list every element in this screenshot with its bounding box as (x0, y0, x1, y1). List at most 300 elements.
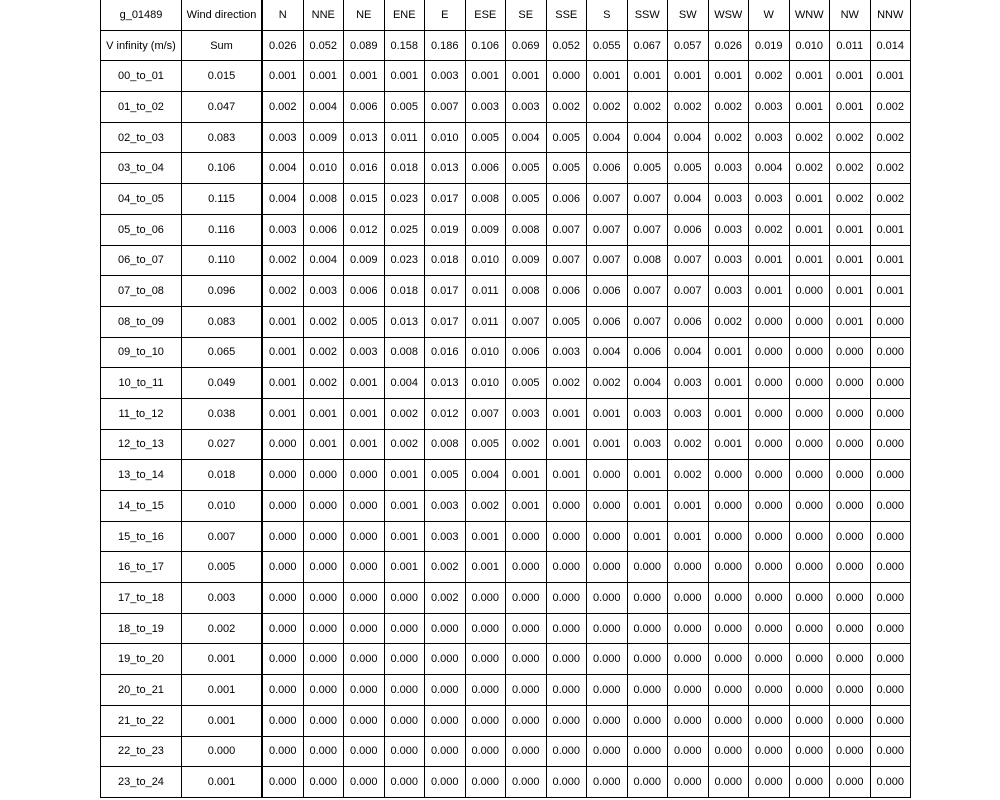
frequency-cell: 0.019 (425, 214, 466, 245)
frequency-cell: 0.005 (668, 153, 709, 184)
speed-range-cell: 01_to_02 (101, 92, 182, 123)
frequency-cell: 0.002 (749, 214, 790, 245)
frequency-cell: 0.000 (789, 398, 830, 429)
frequency-cell: 0.008 (303, 184, 344, 215)
frequency-cell: 0.000 (303, 521, 344, 552)
frequency-cell: 0.007 (425, 92, 466, 123)
frequency-cell: 0.001 (262, 306, 303, 337)
frequency-cell: 0.000 (262, 429, 303, 460)
frequency-cell: 0.001 (384, 61, 425, 92)
frequency-cell: 0.003 (303, 276, 344, 307)
frequency-cell: 0.005 (465, 122, 506, 153)
direction-header: NE (344, 0, 385, 30)
frequency-cell: 0.002 (425, 552, 466, 583)
frequency-cell: 0.002 (303, 337, 344, 368)
frequency-cell: 0.007 (587, 184, 628, 215)
frequency-cell: 0.000 (789, 337, 830, 368)
frequency-cell: 0.000 (546, 61, 587, 92)
frequency-cell: 0.000 (708, 491, 749, 522)
frequency-cell: 0.001 (587, 429, 628, 460)
frequency-cell: 0.012 (344, 214, 385, 245)
frequency-cell: 0.009 (465, 214, 506, 245)
frequency-cell: 0.008 (465, 184, 506, 215)
frequency-cell: 0.000 (546, 644, 587, 675)
frequency-cell: 0.000 (870, 767, 911, 798)
frequency-cell: 0.000 (870, 705, 911, 736)
header-row (101, 0, 911, 30)
frequency-cell: 0.000 (870, 583, 911, 614)
frequency-cell: 0.000 (262, 675, 303, 706)
row-sum-cell: 0.018 (182, 460, 263, 491)
frequency-cell: 0.002 (789, 153, 830, 184)
frequency-cell: 0.007 (627, 214, 668, 245)
frequency-cell: 0.000 (789, 644, 830, 675)
speed-range-cell: 18_to_19 (101, 613, 182, 644)
row-sum-cell: 0.001 (182, 705, 263, 736)
frequency-cell: 0.003 (425, 491, 466, 522)
frequency-cell: 0.004 (303, 92, 344, 123)
frequency-cell: 0.001 (303, 429, 344, 460)
direction-header: NNE (303, 0, 344, 30)
frequency-cell: 0.018 (384, 153, 425, 184)
frequency-cell: 0.000 (749, 583, 790, 614)
table-row (101, 122, 911, 153)
frequency-cell: 0.000 (506, 521, 547, 552)
speed-range-cell: 22_to_23 (101, 736, 182, 767)
frequency-cell: 0.000 (830, 491, 871, 522)
frequency-cell: 0.000 (870, 460, 911, 491)
frequency-cell: 0.000 (506, 552, 547, 583)
table-row (101, 184, 911, 215)
frequency-cell: 0.000 (506, 644, 547, 675)
frequency-cell: 0.007 (546, 214, 587, 245)
frequency-cell: 0.007 (668, 276, 709, 307)
direction-sum-cell: 0.067 (627, 30, 668, 61)
frequency-cell: 0.000 (587, 460, 628, 491)
frequency-cell: 0.012 (425, 398, 466, 429)
frequency-cell: 0.001 (870, 61, 911, 92)
frequency-cell: 0.000 (830, 736, 871, 767)
speed-range-cell: 19_to_20 (101, 644, 182, 675)
frequency-cell: 0.001 (789, 61, 830, 92)
frequency-cell: 0.000 (384, 675, 425, 706)
frequency-cell: 0.000 (749, 306, 790, 337)
speed-range-cell: 10_to_11 (101, 368, 182, 399)
frequency-cell: 0.004 (627, 368, 668, 399)
speed-range-cell: 23_to_24 (101, 767, 182, 798)
frequency-cell: 0.000 (587, 521, 628, 552)
frequency-cell: 0.001 (668, 61, 709, 92)
frequency-cell: 0.000 (344, 644, 385, 675)
frequency-cell: 0.000 (262, 644, 303, 675)
frequency-cell: 0.025 (384, 214, 425, 245)
frequency-cell: 0.001 (789, 92, 830, 123)
frequency-cell: 0.006 (344, 276, 385, 307)
direction-sum-cell: 0.014 (870, 30, 911, 61)
direction-header: SE (506, 0, 547, 30)
frequency-cell: 0.000 (262, 705, 303, 736)
frequency-cell: 0.000 (708, 613, 749, 644)
sum-label: Sum (182, 30, 263, 61)
frequency-cell: 0.000 (384, 736, 425, 767)
frequency-cell: 0.000 (425, 644, 466, 675)
frequency-cell: 0.005 (506, 184, 547, 215)
frequency-cell: 0.001 (344, 368, 385, 399)
frequency-cell: 0.000 (465, 613, 506, 644)
frequency-cell: 0.003 (627, 429, 668, 460)
frequency-cell: 0.003 (262, 214, 303, 245)
frequency-cell: 0.000 (425, 705, 466, 736)
frequency-cell: 0.000 (870, 613, 911, 644)
frequency-cell: 0.002 (384, 429, 425, 460)
frequency-cell: 0.006 (668, 214, 709, 245)
frequency-cell: 0.000 (627, 736, 668, 767)
direction-sum-cell: 0.026 (262, 30, 303, 61)
row-sum-cell: 0.047 (182, 92, 263, 123)
frequency-cell: 0.002 (749, 61, 790, 92)
row-sum-cell: 0.110 (182, 245, 263, 276)
speed-range-cell: 11_to_12 (101, 398, 182, 429)
frequency-cell: 0.003 (708, 245, 749, 276)
frequency-cell: 0.003 (506, 398, 547, 429)
frequency-cell: 0.002 (384, 398, 425, 429)
frequency-cell: 0.000 (830, 613, 871, 644)
frequency-cell: 0.000 (506, 736, 547, 767)
direction-sum-cell: 0.089 (344, 30, 385, 61)
frequency-cell: 0.003 (627, 398, 668, 429)
frequency-cell: 0.000 (262, 521, 303, 552)
frequency-cell: 0.006 (668, 306, 709, 337)
frequency-cell: 0.000 (587, 767, 628, 798)
frequency-cell: 0.018 (425, 245, 466, 276)
speed-range-cell: 04_to_05 (101, 184, 182, 215)
frequency-cell: 0.002 (627, 92, 668, 123)
frequency-cell: 0.000 (789, 521, 830, 552)
frequency-cell: 0.000 (344, 552, 385, 583)
speed-range-cell: 21_to_22 (101, 705, 182, 736)
frequency-cell: 0.003 (668, 368, 709, 399)
frequency-cell: 0.000 (262, 583, 303, 614)
frequency-cell: 0.000 (546, 705, 587, 736)
frequency-cell: 0.000 (668, 675, 709, 706)
frequency-cell: 0.000 (668, 583, 709, 614)
frequency-cell: 0.004 (262, 153, 303, 184)
frequency-cell: 0.001 (789, 214, 830, 245)
frequency-cell: 0.001 (627, 460, 668, 491)
direction-header: ENE (384, 0, 425, 30)
table-row (101, 306, 911, 337)
frequency-cell: 0.000 (587, 675, 628, 706)
table-row (101, 153, 911, 184)
frequency-cell: 0.000 (546, 736, 587, 767)
frequency-cell: 0.001 (708, 337, 749, 368)
frequency-cell: 0.000 (749, 368, 790, 399)
frequency-cell: 0.004 (262, 184, 303, 215)
table-row (101, 337, 911, 368)
speed-range-cell: 08_to_09 (101, 306, 182, 337)
frequency-cell: 0.006 (344, 92, 385, 123)
speed-range-cell: 05_to_06 (101, 214, 182, 245)
frequency-cell: 0.002 (870, 184, 911, 215)
frequency-cell: 0.001 (262, 368, 303, 399)
row-sum-cell: 0.001 (182, 644, 263, 675)
direction-header: W (749, 0, 790, 30)
frequency-cell: 0.000 (546, 583, 587, 614)
frequency-cell: 0.000 (789, 306, 830, 337)
frequency-cell: 0.000 (749, 429, 790, 460)
frequency-cell: 0.000 (587, 644, 628, 675)
frequency-cell: 0.000 (344, 767, 385, 798)
direction-header: N (262, 0, 303, 30)
frequency-cell: 0.000 (425, 767, 466, 798)
frequency-cell: 0.017 (425, 276, 466, 307)
frequency-cell: 0.000 (425, 675, 466, 706)
frequency-cell: 0.005 (384, 92, 425, 123)
frequency-cell: 0.000 (587, 491, 628, 522)
frequency-cell: 0.007 (587, 214, 628, 245)
frequency-cell: 0.000 (830, 521, 871, 552)
row-sum-cell: 0.005 (182, 552, 263, 583)
frequency-cell: 0.001 (506, 460, 547, 491)
frequency-cell: 0.001 (303, 398, 344, 429)
frequency-cell: 0.000 (870, 306, 911, 337)
frequency-cell: 0.007 (627, 276, 668, 307)
frequency-cell: 0.001 (546, 460, 587, 491)
table-row (101, 736, 911, 767)
frequency-cell: 0.000 (789, 583, 830, 614)
frequency-cell: 0.008 (384, 337, 425, 368)
frequency-cell: 0.001 (708, 429, 749, 460)
row-sum-cell: 0.049 (182, 368, 263, 399)
frequency-cell: 0.002 (465, 491, 506, 522)
frequency-cell: 0.002 (546, 368, 587, 399)
frequency-cell: 0.023 (384, 245, 425, 276)
frequency-cell: 0.000 (546, 491, 587, 522)
frequency-cell: 0.000 (546, 767, 587, 798)
frequency-cell: 0.005 (546, 122, 587, 153)
frequency-cell: 0.007 (587, 245, 628, 276)
frequency-cell: 0.000 (789, 552, 830, 583)
frequency-cell: 0.000 (749, 705, 790, 736)
frequency-cell: 0.001 (384, 521, 425, 552)
frequency-cell: 0.002 (708, 122, 749, 153)
frequency-cell: 0.000 (303, 675, 344, 706)
frequency-cell: 0.001 (870, 214, 911, 245)
frequency-cell: 0.003 (506, 92, 547, 123)
frequency-cell: 0.000 (587, 613, 628, 644)
frequency-cell: 0.000 (749, 675, 790, 706)
frequency-cell: 0.002 (830, 184, 871, 215)
frequency-cell: 0.000 (506, 583, 547, 614)
frequency-cell: 0.000 (870, 521, 911, 552)
direction-sum-cell: 0.186 (425, 30, 466, 61)
frequency-cell: 0.007 (465, 398, 506, 429)
frequency-cell: 0.000 (870, 675, 911, 706)
row-sum-cell: 0.083 (182, 306, 263, 337)
frequency-cell: 0.000 (749, 767, 790, 798)
frequency-cell: 0.003 (425, 61, 466, 92)
frequency-cell: 0.000 (708, 705, 749, 736)
frequency-cell: 0.007 (627, 184, 668, 215)
frequency-cell: 0.000 (587, 736, 628, 767)
frequency-cell: 0.018 (384, 276, 425, 307)
table-row (101, 460, 911, 491)
frequency-cell: 0.001 (870, 245, 911, 276)
frequency-cell: 0.000 (627, 552, 668, 583)
frequency-cell: 0.006 (587, 276, 628, 307)
table-row (101, 398, 911, 429)
frequency-cell: 0.000 (587, 552, 628, 583)
frequency-cell: 0.004 (668, 122, 709, 153)
direction-header: WNW (789, 0, 830, 30)
frequency-cell: 0.000 (789, 491, 830, 522)
frequency-cell: 0.001 (668, 491, 709, 522)
frequency-cell: 0.000 (708, 644, 749, 675)
direction-sum-cell: 0.055 (587, 30, 628, 61)
frequency-cell: 0.000 (749, 398, 790, 429)
frequency-cell: 0.002 (789, 122, 830, 153)
row-sum-cell: 0.015 (182, 61, 263, 92)
frequency-cell: 0.000 (465, 736, 506, 767)
frequency-cell: 0.000 (344, 736, 385, 767)
frequency-cell: 0.000 (789, 460, 830, 491)
table-row (101, 61, 911, 92)
frequency-cell: 0.000 (789, 429, 830, 460)
frequency-cell: 0.005 (627, 153, 668, 184)
frequency-cell: 0.002 (668, 92, 709, 123)
frequency-cell: 0.000 (344, 583, 385, 614)
frequency-cell: 0.010 (303, 153, 344, 184)
frequency-cell: 0.005 (465, 429, 506, 460)
frequency-cell: 0.000 (830, 552, 871, 583)
frequency-cell: 0.000 (627, 644, 668, 675)
frequency-cell: 0.001 (830, 245, 871, 276)
frequency-cell: 0.001 (546, 398, 587, 429)
direction-header: NW (830, 0, 871, 30)
frequency-cell: 0.008 (506, 276, 547, 307)
frequency-cell: 0.005 (546, 306, 587, 337)
frequency-cell: 0.007 (546, 245, 587, 276)
frequency-cell: 0.000 (303, 705, 344, 736)
frequency-cell: 0.000 (789, 613, 830, 644)
frequency-cell: 0.005 (546, 153, 587, 184)
frequency-cell: 0.000 (262, 613, 303, 644)
frequency-cell: 0.000 (425, 613, 466, 644)
frequency-cell: 0.000 (384, 583, 425, 614)
table-row (101, 583, 911, 614)
frequency-cell: 0.006 (546, 184, 587, 215)
frequency-cell: 0.007 (506, 306, 547, 337)
table-row (101, 552, 911, 583)
frequency-cell: 0.009 (506, 245, 547, 276)
frequency-cell: 0.000 (789, 705, 830, 736)
frequency-cell: 0.000 (344, 521, 385, 552)
frequency-cell: 0.000 (303, 552, 344, 583)
frequency-cell: 0.000 (546, 675, 587, 706)
frequency-cell: 0.000 (465, 644, 506, 675)
table-row (101, 491, 911, 522)
frequency-cell: 0.005 (506, 153, 547, 184)
frequency-cell: 0.001 (708, 398, 749, 429)
frequency-cell: 0.001 (627, 61, 668, 92)
direction-header: WSW (708, 0, 749, 30)
row-sum-cell: 0.002 (182, 613, 263, 644)
frequency-cell: 0.002 (587, 92, 628, 123)
frequency-cell: 0.000 (262, 736, 303, 767)
table-row (101, 675, 911, 706)
frequency-cell: 0.000 (344, 491, 385, 522)
frequency-cell: 0.000 (789, 368, 830, 399)
frequency-cell: 0.001 (262, 337, 303, 368)
frequency-cell: 0.006 (587, 153, 628, 184)
frequency-cell: 0.002 (262, 276, 303, 307)
table-row (101, 368, 911, 399)
frequency-cell: 0.000 (708, 767, 749, 798)
frequency-cell: 0.003 (668, 398, 709, 429)
frequency-cell: 0.000 (830, 675, 871, 706)
frequency-cell: 0.001 (465, 552, 506, 583)
frequency-cell: 0.000 (668, 705, 709, 736)
frequency-cell: 0.004 (303, 245, 344, 276)
frequency-cell: 0.000 (830, 705, 871, 736)
frequency-cell: 0.000 (303, 613, 344, 644)
table-row (101, 245, 911, 276)
frequency-cell: 0.004 (465, 460, 506, 491)
frequency-cell: 0.003 (708, 153, 749, 184)
frequency-cell: 0.001 (344, 398, 385, 429)
frequency-cell: 0.008 (627, 245, 668, 276)
direction-header: E (425, 0, 466, 30)
frequency-cell: 0.001 (262, 398, 303, 429)
frequency-cell: 0.001 (465, 61, 506, 92)
frequency-cell: 0.002 (708, 92, 749, 123)
frequency-cell: 0.006 (303, 214, 344, 245)
frequency-cell: 0.013 (384, 306, 425, 337)
frequency-cell: 0.006 (587, 306, 628, 337)
direction-header: S (587, 0, 628, 30)
frequency-cell: 0.000 (749, 491, 790, 522)
frequency-cell: 0.003 (749, 92, 790, 123)
frequency-cell: 0.000 (303, 491, 344, 522)
direction-header: ESE (465, 0, 506, 30)
frequency-cell: 0.001 (830, 214, 871, 245)
row-sum-cell: 0.010 (182, 491, 263, 522)
direction-header: SW (668, 0, 709, 30)
frequency-cell: 0.016 (425, 337, 466, 368)
frequency-cell: 0.006 (627, 337, 668, 368)
frequency-cell: 0.008 (425, 429, 466, 460)
frequency-cell: 0.017 (425, 184, 466, 215)
row-sum-cell: 0.001 (182, 767, 263, 798)
frequency-cell: 0.000 (789, 276, 830, 307)
frequency-cell: 0.000 (708, 521, 749, 552)
row-sum-cell: 0.083 (182, 122, 263, 153)
frequency-cell: 0.000 (303, 460, 344, 491)
direction-header: SSW (627, 0, 668, 30)
frequency-cell: 0.010 (465, 245, 506, 276)
frequency-cell: 0.000 (870, 491, 911, 522)
frequency-cell: 0.001 (344, 61, 385, 92)
frequency-cell: 0.000 (465, 767, 506, 798)
table-row (101, 705, 911, 736)
wind-frequency-table (100, 0, 911, 798)
frequency-cell: 0.002 (303, 306, 344, 337)
frequency-cell: 0.002 (870, 122, 911, 153)
frequency-cell: 0.000 (384, 705, 425, 736)
frequency-cell: 0.002 (668, 429, 709, 460)
direction-sum-cell: 0.019 (749, 30, 790, 61)
frequency-cell: 0.000 (668, 552, 709, 583)
